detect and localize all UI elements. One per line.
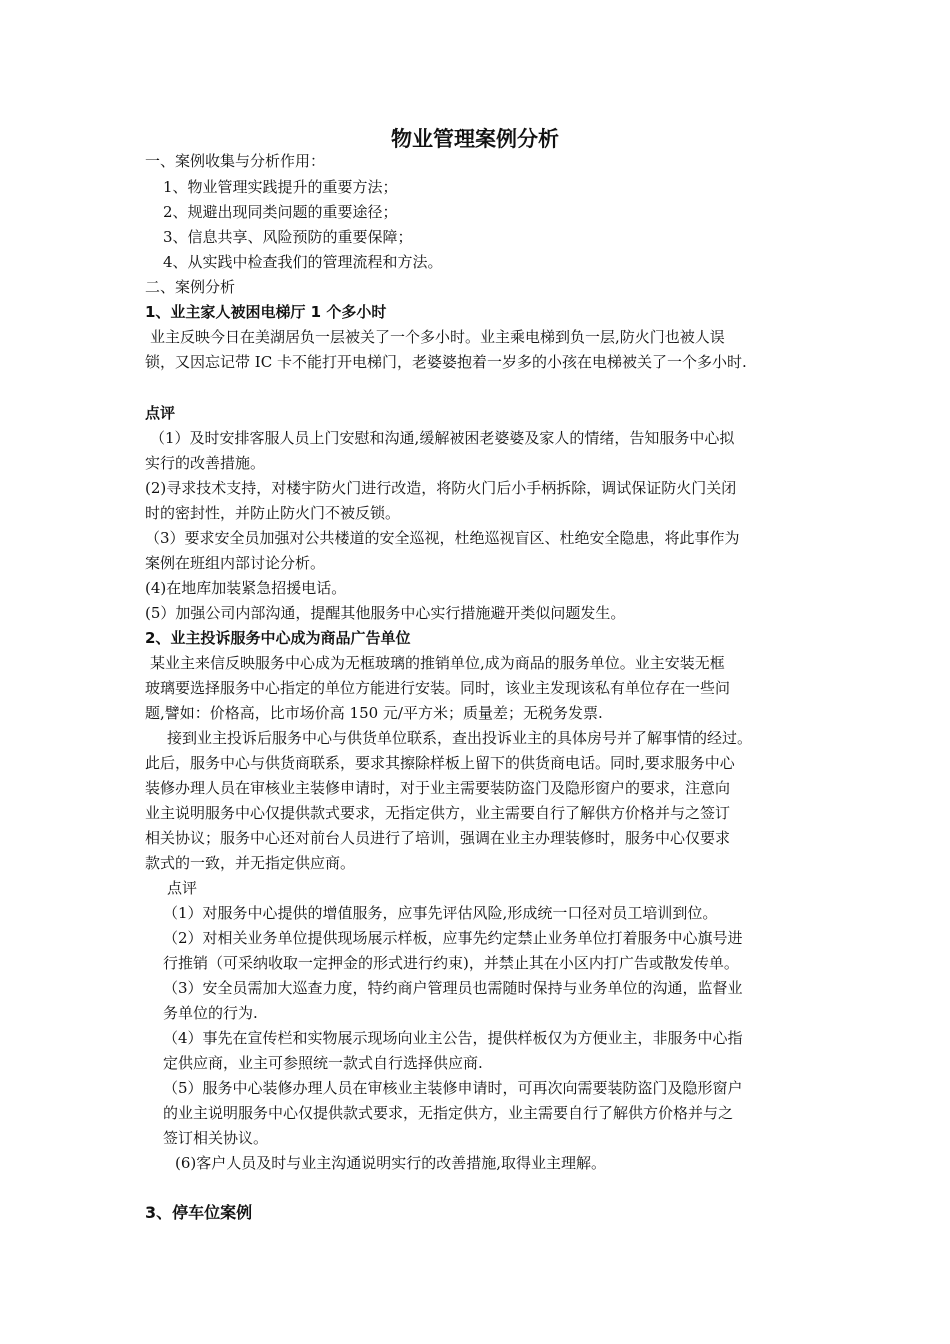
paragraph-line: （4）事先在宣传栏和实物展示现场向业主公告，提供样板仅为方便业主，非服务中心指 <box>163 1029 743 1047</box>
paragraph-line: 的业主说明服务中心仅提供款式要求，无指定供方，业主需要自行了解供方价格并与之 <box>163 1104 734 1122</box>
list-item: 3、信息共享、风险预防的重要保障； <box>163 228 413 246</box>
section-heading: 一、案例收集与分析作用： <box>145 152 326 170</box>
paragraph-line: （1）对服务中心提供的增值服务，应事先评估风险,形成统一口径对员工培训到位。 <box>163 904 718 922</box>
section-heading: 二、案例分析 <box>145 278 236 296</box>
page-title: 物业管理案例分析 <box>391 127 559 151</box>
case-heading: 2、业主投诉服务中心成为商品广告单位 <box>145 629 411 647</box>
paragraph-line: （3）安全员需加大巡查力度，特约商户管理员也需随时保持与业务单位的沟通，监督业 <box>163 979 743 997</box>
paragraph-line: (5）加强公司内部沟通，提醒其他服务中心实行措施避开类似问题发生。 <box>145 604 626 622</box>
review-label: 点评 <box>167 879 198 897</box>
paragraph-line: 相关协议；服务中心还对前台人员进行了培训，强调在业主办理装修时，服务中心仅要求 <box>145 829 731 847</box>
review-label: 点评 <box>145 404 176 422</box>
list-item: 2、规避出现同类问题的重要途径； <box>163 203 398 221</box>
paragraph-line: 签订相关协议。 <box>163 1129 269 1147</box>
list-item: 1、物业管理实践提升的重要方法； <box>163 178 398 196</box>
paragraph-line: 务单位的行为. <box>163 1004 258 1022</box>
paragraph-line: (6)客户人员及时与业主沟通说明实行的改善措施,取得业主理解。 <box>175 1154 607 1172</box>
paragraph-line: (4)在地库加装紧急招援电话。 <box>145 579 347 597</box>
paragraph-line: 实行的改善措施。 <box>145 454 266 472</box>
list-item: 4、从实践中检查我们的管理流程和方法。 <box>163 253 443 271</box>
paragraph-line: 某业主来信反映服务中心成为无框玻璃的推销单位,成为商品的服务单位。业主安装无框 <box>150 654 725 672</box>
paragraph-line: 时的密封性，并防止防火门不被反锁。 <box>145 504 401 522</box>
paragraph-line: （5）服务中心装修办理人员在审核业主装修申请时，可再次向需要装防盗门及隐形窗户 <box>163 1079 743 1097</box>
paragraph-line: (2)寻求技术支持，对楼宇防火门进行改造，将防火门后小手柄拆除，调试保证防火门关闭 <box>145 479 737 497</box>
paragraph-line: 业主说明服务中心仅提供款式要求，无指定供方，业主需要自行了解供方价格并与之签订 <box>145 804 731 822</box>
case-heading: 3、停车位案例 <box>145 1203 253 1222</box>
paragraph-line: 此后，服务中心与供货商联系，要求其擦除样板上留下的供货商电话。同时,要求服务中心 <box>145 754 735 772</box>
paragraph-line: 锁，又因忘记带 IC 卡不能打开电梯门，老婆婆抱着一岁多的小孩在电梯被关了一个多小时. <box>145 353 747 371</box>
paragraph-line: 定供应商，业主可参照统一款式自行选择供应商. <box>163 1054 483 1072</box>
paragraph-line: （2）对相关业务单位提供现场展示样板，应事先约定禁止业务单位打着服务中心旗号进 <box>163 929 743 947</box>
paragraph-line: 接到业主投诉后服务中心与供货单位联系，查出投诉业主的具体房号并了解事情的经过。 <box>167 729 753 747</box>
paragraph-line: （3）要求安全员加强对公共楼道的安全巡视，杜绝巡视盲区、杜绝安全隐患，将此事作为 <box>145 529 740 547</box>
paragraph-line: 案例在班组内部讨论分析。 <box>145 554 326 572</box>
paragraph-line: 行推销（可采纳收取一定押金的形式进行约束)，并禁止其在小区内打广告或散发传单。 <box>163 954 739 972</box>
paragraph-line: 款式的一致，并无指定供应商。 <box>145 854 356 872</box>
paragraph-line: 业主反映今日在美湖居负一层被关了一个多小时。业主乘电梯到负一层,防火门也被人误 <box>150 328 725 346</box>
paragraph-line: （1）及时安排客服人员上门安慰和沟通,缓解被困老婆婆及家人的情绪，告知服务中心拟 <box>150 429 735 447</box>
paragraph-line: 玻璃要选择服务中心指定的单位方能进行安装。同时，该业主发现该私有单位存在一些问 <box>145 679 731 697</box>
paragraph-line: 题,譬如：价格高，比市场价高 150 元/平方米；质量差；无税务发票. <box>145 704 603 722</box>
case-heading: 1、业主家人被困电梯厅 1 个多小时 <box>145 303 387 321</box>
paragraph-line: 装修办理人员在审核业主装修申请时，对于业主需要装防盗门及隐形窗户的要求，注意向 <box>145 779 731 797</box>
